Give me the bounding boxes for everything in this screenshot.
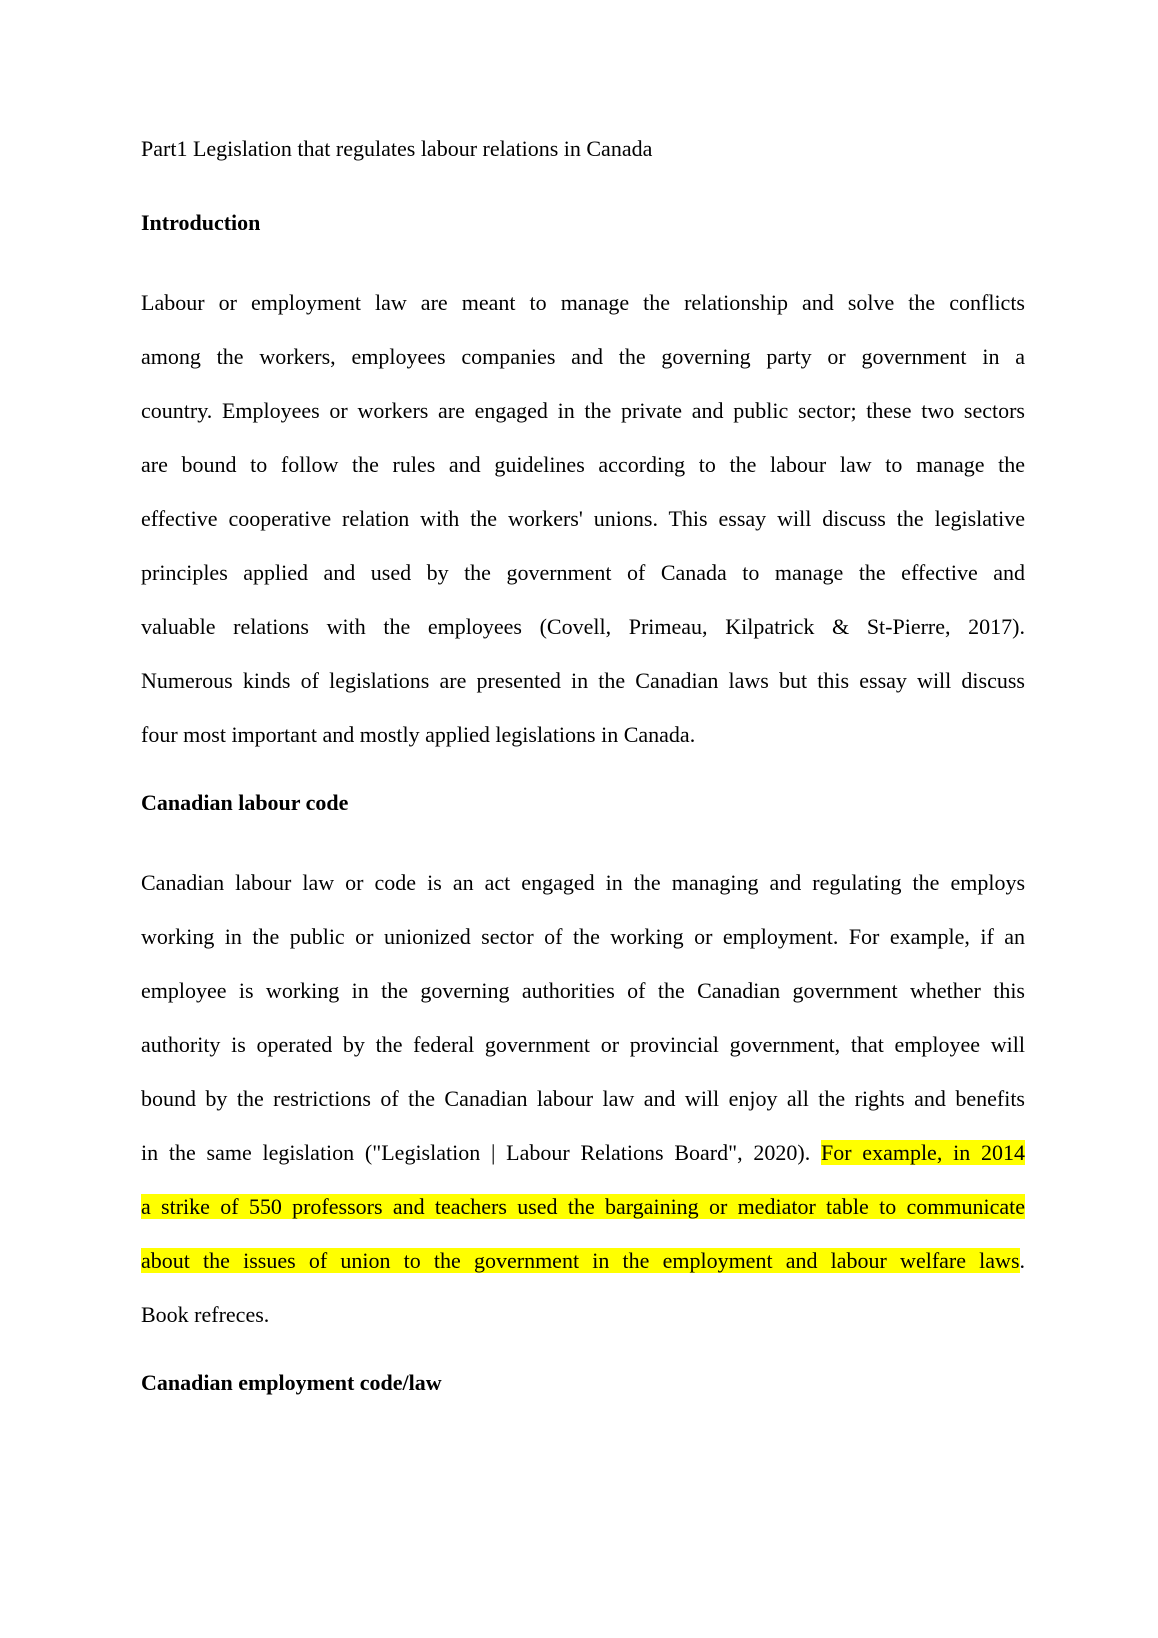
paragraph-line: bound by the restrictions of the Canadian labour law and will enjoy all the rights and benefits <box>141 1086 1025 1111</box>
paragraph-line: valuable relations with the employees (Covell, Primeau, Kilpatrick & St-Pierre, 2017). <box>141 614 1025 639</box>
paragraph-line <box>141 1234 1025 1288</box>
heading-canadian-labour-code: Canadian labour code <box>141 790 349 815</box>
citation-text: in the same legislation ("Legislation | Labour Relations Board", 2020). <box>141 1140 821 1165</box>
paragraph-line: Canadian labour law or code is an act engaged in the managing and regulating the employs <box>141 870 1025 895</box>
paragraph-line: Labour or employment law are meant to manage the relationship and solve the conflicts <box>141 290 1025 315</box>
paragraph-line: working in the public or unionized sector of the working or employment. For example, if an <box>141 924 1025 949</box>
heading-canadian-employment-code: Canadian employment code/law <box>141 1370 442 1395</box>
paragraph-line: are bound to follow the rules and guidelines according to the labour law to manage the <box>141 452 1025 477</box>
period-text: . <box>1019 1248 1025 1273</box>
highlighted-text: For example, in 2014 <box>820 1140 1025 1165</box>
highlighted-text: a strike of 550 professors and teachers used the bargaining or mediator table to communicate <box>141 1194 1025 1219</box>
paragraph-line: among the workers, employees companies and the governing party or government in a <box>141 344 1025 369</box>
paragraph-line: effective cooperative relation with the workers' unions. This essay will discuss the legislative <box>141 506 1025 531</box>
paragraph-line: country. Employees or workers are engaged in the private and public sector; these two sectors <box>141 398 1025 423</box>
paragraph-line: Book refreces. <box>141 1302 270 1327</box>
paragraph-line: employee is working in the governing authorities of the Canadian government whether this <box>141 978 1025 1003</box>
paragraph-line: principles applied and used by the government of Canada to manage the effective and <box>141 560 1025 585</box>
paragraph-line: Numerous kinds of legislations are presented in the Canadian laws but this essay will discuss <box>141 668 1025 693</box>
paragraph-introduction <box>141 276 1025 762</box>
document-title: Part1 Legislation that regulates labour relations in Canada <box>141 136 653 161</box>
paragraph-labour-code <box>141 856 1025 1342</box>
paragraph-line <box>141 1180 1025 1234</box>
highlighted-text: about the issues of union to the government in the employment and labour welfare laws <box>141 1248 1020 1273</box>
paragraph-line: authority is operated by the federal government or provincial government, that employee will <box>141 1032 1025 1057</box>
paragraph-line: four most important and mostly applied legislations in Canada. <box>141 722 696 747</box>
paragraph-line <box>141 1126 1025 1180</box>
heading-introduction: Introduction <box>141 210 261 235</box>
